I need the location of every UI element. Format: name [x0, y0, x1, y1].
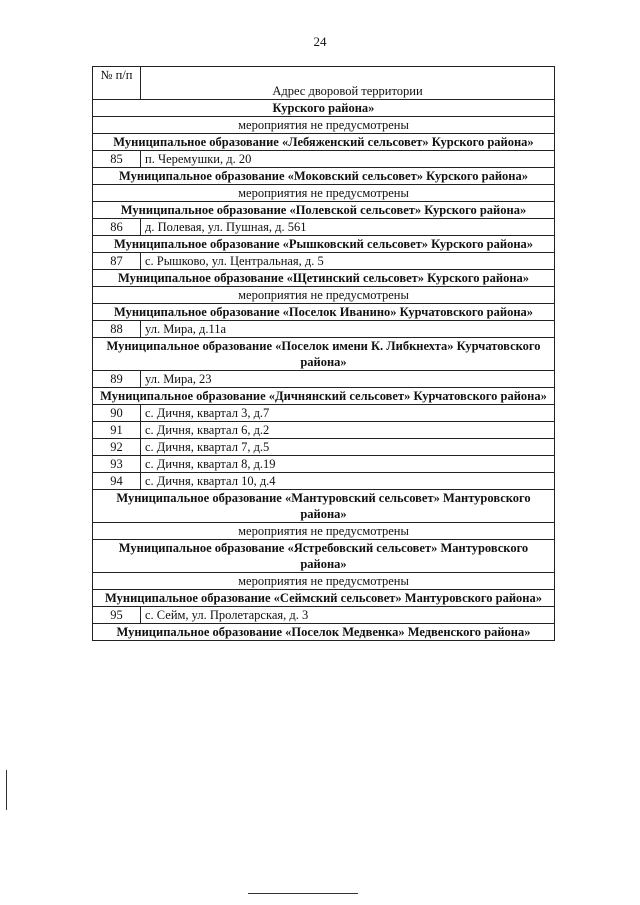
row-address: с. Дичня, квартал 7, д.5	[141, 439, 555, 456]
row-number: 95	[93, 607, 141, 624]
table-row	[93, 219, 555, 236]
row-address: п. Черемушки, д. 20	[141, 151, 555, 168]
table-row	[93, 405, 555, 422]
section-row	[93, 134, 555, 151]
row-address: д. Полевая, ул. Пушная, д. 561	[141, 219, 555, 236]
section-title: Муниципальное образование «Щетинский сельсовет» Курского района»	[93, 270, 555, 287]
row-address: ул. Мира, 23	[141, 371, 555, 388]
note-text: мероприятия не предусмотрены	[93, 117, 555, 134]
row-address: с. Дичня, квартал 8, д.19	[141, 456, 555, 473]
row-address: с. Дичня, квартал 10, д.4	[141, 473, 555, 490]
section-row	[93, 236, 555, 253]
row-address: ул. Мира, д.11а	[141, 321, 555, 338]
section-title: Курского района»	[93, 100, 555, 117]
section-title: Муниципальное образование «Сеймский сельсовет» Мантуровского района»	[93, 590, 555, 607]
row-number: 90	[93, 405, 141, 422]
row-number: 87	[93, 253, 141, 270]
scan-artifact	[248, 893, 358, 894]
section-title: Муниципальное образование «Рышковский сельсовет» Курского района»	[93, 236, 555, 253]
table-row	[93, 253, 555, 270]
scan-artifact	[6, 770, 7, 810]
row-number: 92	[93, 439, 141, 456]
note-text: мероприятия не предусмотрены	[93, 573, 555, 590]
section-row	[93, 304, 555, 321]
table-row	[93, 321, 555, 338]
section-row	[93, 624, 555, 641]
section-title: Муниципальное образование «Ястребовский сельсовет» Мантуровского района»	[93, 540, 555, 573]
note-row	[93, 185, 555, 202]
section-title: Муниципальное образование «Поселок Медвенка» Медвенского района»	[93, 624, 555, 641]
section-row	[93, 490, 555, 523]
table-row	[93, 456, 555, 473]
section-title: Муниципальное образование «Лебяженский сельсовет» Курского района»	[93, 134, 555, 151]
note-text: мероприятия не предусмотрены	[93, 185, 555, 202]
table-row	[93, 473, 555, 490]
table-header-row	[93, 67, 555, 100]
section-title: Муниципальное образование «Мантуровский сельсовет» Мантуровского района»	[93, 490, 555, 523]
table-row	[93, 371, 555, 388]
note-row	[93, 287, 555, 304]
address-table	[92, 66, 555, 641]
row-number: 86	[93, 219, 141, 236]
header-address-cell: Адрес дворовой территории	[141, 67, 555, 100]
section-title: Муниципальное образование «Моковский сельсовет» Курского района»	[93, 168, 555, 185]
section-row	[93, 590, 555, 607]
page-number: 24	[313, 34, 327, 49]
note-text: мероприятия не предусмотрены	[93, 523, 555, 540]
section-row	[93, 388, 555, 405]
row-number: 93	[93, 456, 141, 473]
table-row	[93, 151, 555, 168]
note-row	[93, 117, 555, 134]
row-number: 94	[93, 473, 141, 490]
section-row	[93, 270, 555, 287]
table-row	[93, 422, 555, 439]
header-num-cell: № п/п	[93, 67, 141, 100]
section-row	[93, 540, 555, 573]
section-title: Муниципальное образование «Полевской сельсовет» Курского района»	[93, 202, 555, 219]
table-row	[93, 607, 555, 624]
row-number: 85	[93, 151, 141, 168]
section-title: Муниципальное образование «Поселок Иванино» Курчатовского района»	[93, 304, 555, 321]
section-title: Муниципальное образование «Поселок имени К. Либкнехта» Курчатовского района»	[93, 338, 555, 371]
note-text: мероприятия не предусмотрены	[93, 287, 555, 304]
table-row	[93, 439, 555, 456]
note-row	[93, 523, 555, 540]
note-row	[93, 573, 555, 590]
section-title: Муниципальное образование «Дичнянский сельсовет» Курчатовского района»	[93, 388, 555, 405]
row-address: с. Рышково, ул. Центральная, д. 5	[141, 253, 555, 270]
row-number: 89	[93, 371, 141, 388]
row-number: 88	[93, 321, 141, 338]
section-row	[93, 168, 555, 185]
row-number: 91	[93, 422, 141, 439]
row-address: с. Дичня, квартал 3, д.7	[141, 405, 555, 422]
row-address: с. Дичня, квартал 6, д.2	[141, 422, 555, 439]
section-row	[93, 100, 555, 117]
section-row	[93, 202, 555, 219]
section-row	[93, 338, 555, 371]
row-address: с. Сейм, ул. Пролетарская, д. 3	[141, 607, 555, 624]
